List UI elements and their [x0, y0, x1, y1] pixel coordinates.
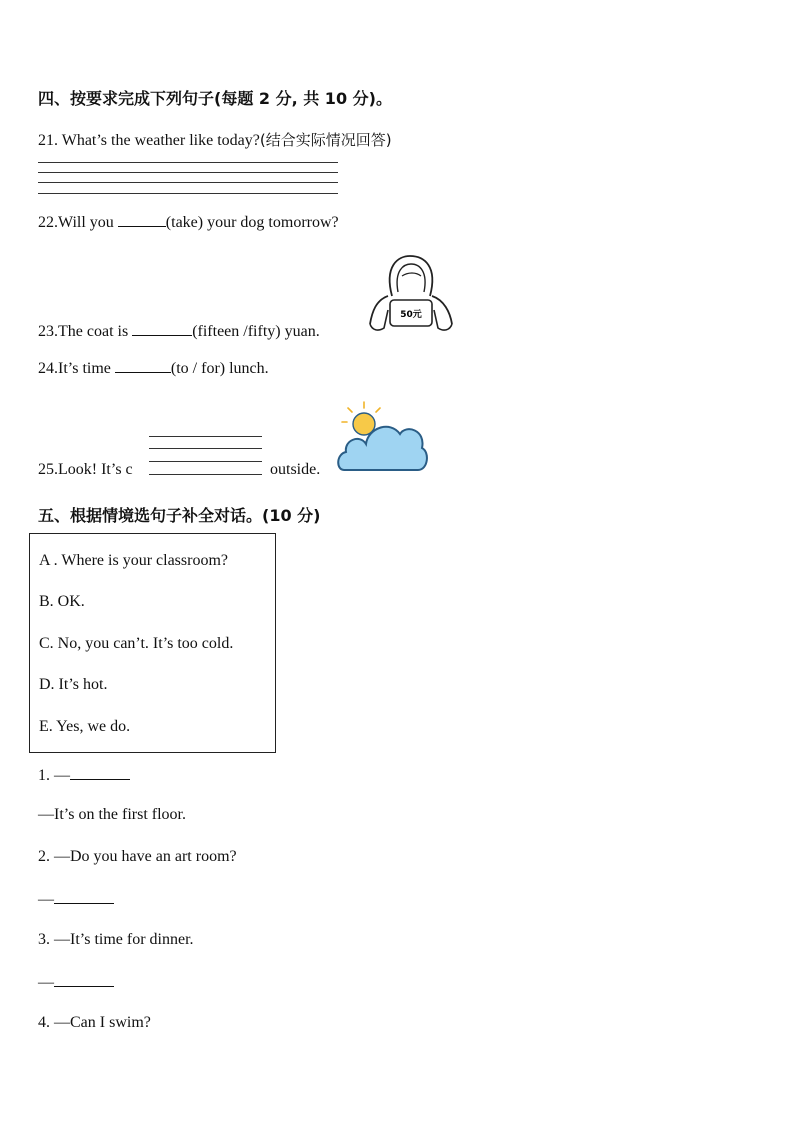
question-23 [38, 321, 320, 341]
coat-hood [390, 256, 433, 296]
question-21-text: 21. What’s the weather like today? [38, 132, 260, 149]
question-24-after: (to / for) lunch. [170, 360, 269, 377]
question-22-after: (take) your dog tomorrow? [165, 214, 339, 231]
dialog-1-question-text: 1. — [38, 767, 70, 784]
blank-dialog-3[interactable] [54, 972, 114, 987]
blank-dialog-1[interactable] [70, 765, 130, 780]
question-23-after: (fifteen /fifty) yuan. [192, 323, 320, 340]
option-d: D. It’s hot. [39, 676, 108, 693]
dialog-4-question: 4. —Can I swim? [38, 1014, 151, 1031]
question-23-before: 23.The coat is [38, 323, 129, 340]
dialog-3-question: 3. —It’s time for dinner. [38, 931, 194, 948]
answer-line-21-1[interactable] [38, 162, 338, 163]
dialog-2-answer-text: — [38, 891, 54, 908]
options-box [29, 533, 276, 753]
answer-line-21-4[interactable] [38, 193, 338, 194]
coat-picture [364, 252, 456, 338]
option-e: E. Yes, we do. [39, 718, 131, 735]
answer-line-25-4[interactable] [149, 474, 262, 475]
answer-line-25-3[interactable] [149, 461, 262, 462]
section-5-heading: 五、根据情境选句子补全对话。(10 分) [38, 506, 321, 525]
price-tag-text: 50元 [400, 310, 422, 320]
coat-hood-inner [397, 264, 425, 292]
question-22 [38, 212, 339, 232]
dialog-3-answer [38, 972, 114, 992]
question-21-note: (结合实际情况回答) [259, 131, 392, 149]
question-25-before: 25.Look! It’s c [38, 461, 133, 478]
dialog-1-question [38, 765, 130, 785]
answer-line-21-2[interactable] [38, 172, 338, 173]
question-25-after: outside. [270, 461, 321, 478]
coat-face-line [402, 273, 421, 276]
answer-line-25-2[interactable] [149, 448, 262, 449]
dialog-1-answer: —It’s on the first floor. [38, 806, 186, 823]
blank-22[interactable] [118, 212, 166, 227]
dialog-2-question: 2. —Do you have an art room? [38, 848, 237, 865]
question-22-before: 22.Will you [38, 214, 114, 231]
answer-line-21-3[interactable] [38, 182, 338, 183]
dialog-3-answer-text: — [38, 974, 54, 991]
section-4-heading: 四、按要求完成下列句子(每题 2 分, 共 10 分)。 [38, 89, 392, 108]
question-24 [38, 358, 269, 378]
option-a: A . Where is your classroom? [39, 552, 228, 569]
blank-24[interactable] [115, 358, 171, 373]
answer-line-25-1[interactable] [149, 436, 262, 437]
blank-dialog-2[interactable] [54, 889, 114, 904]
option-c: C. No, you can’t. It’s too cold. [39, 635, 234, 652]
cloud-picture [334, 398, 430, 476]
question-24-before: 24.It’s time [38, 360, 111, 377]
dialog-2-answer [38, 889, 114, 909]
option-b: B. OK. [39, 593, 85, 610]
question-21 [38, 129, 392, 150]
blank-23[interactable] [132, 321, 192, 336]
cloud-icon [338, 427, 427, 470]
